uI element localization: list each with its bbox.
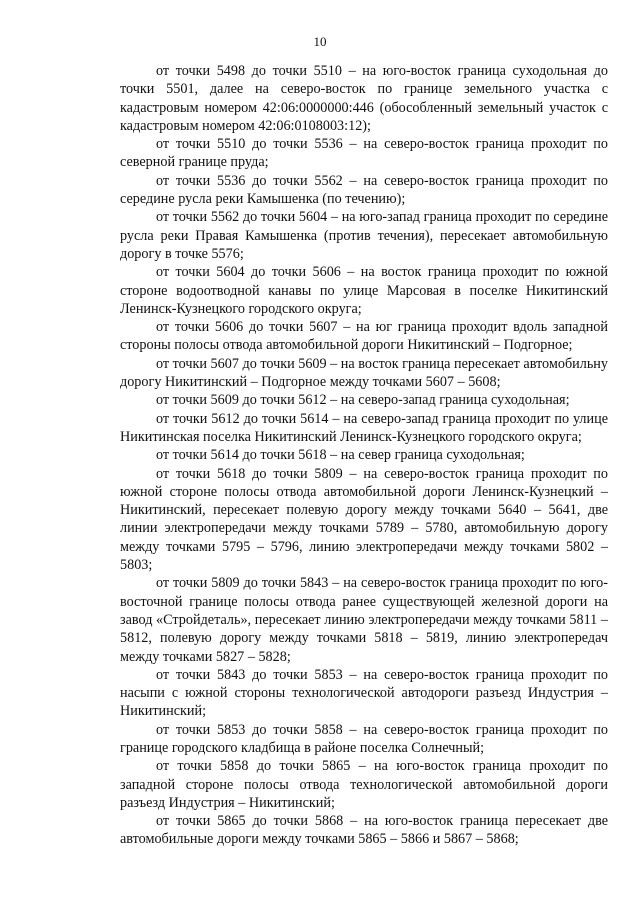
paragraph: от точки 5604 до точки 5606 – на восток граница проходит по южной стороне водоотводной канавы по улице Марсовая в поселке Никитинский Ленинск-Кузнецкого городского округа; — [120, 264, 608, 317]
paragraph: от точки 5809 до точки 5843 – на северо-восток граница проходит по юго-восточной границе полосы отвода ранее существующей железной дороги на завод «Стройдеталь», пересекает линию электропередачи между точками 5811 – 5812, полевую дорогу между точками 5818 – 5819, линию электропередач между точками 5827 – 5828; — [120, 575, 608, 665]
paragraph: от точки 5607 до точки 5609 – на восток граница пересекает автомобильну дорогу Никитинский – Подгорное между точками 5607 – 5608; — [120, 355, 608, 391]
paragraph: от точки 5606 до точки 5607 – на юг граница проходит вдоль западной стороны полосы отвода автомобильной дороги Никитинский – Подгорное; — [120, 319, 608, 354]
paragraph: от точки 5858 до точки 5865 – на юго-восток граница проходит по западной стороне полосы отвода технологической автомобильной дороги разъезд Индустрия – Никитинский; — [120, 758, 608, 811]
document-body — [120, 62, 608, 849]
paragraph: от точки 5865 до точки 5868 – на юго-восток граница пересекает две автомобильные дороги между точками 5865 – 5866 и 5867 – 5868; — [120, 813, 608, 848]
paragraph: от точки 5618 до точки 5809 – на северо-восток граница проходит по южной стороне полосы отвода автомобильной дороги Ленинск-Кузнецкий – Никитинский, пересекает полевую дорогу между точками 5640 – 5641, две линии электропередачи между точками 5789 – 5780, автомобильную дорогу между точками 5795 – 5796, линию электропередачи между точками 5802 – 5803; — [120, 465, 608, 574]
paragraph: от точки 5843 до точки 5853 – на северо-восток граница проходит по насыпи с южной стороны технологической автодороги разъезд Индустрия – Никитинский; — [120, 666, 608, 720]
paragraph: от точки 5562 до точки 5604 – на юго-запад граница проходит по середине русла реки Правая Камышенка (против течения), пересекает автомобильную дорогу в точке 5576; — [120, 209, 608, 262]
paragraph: от точки 5498 до точки 5510 – на юго-восток граница суходольная до точки 5501, далее на северо-восток по границе земельного участка с кадастровым номером 42:06:0000000:446 (обособленный земельный участок с кадастровым номером 42:06:0108003:12); — [120, 63, 608, 134]
paragraph: от точки 5510 до точки 5536 – на северо-восток граница проходит по северной границе пруда; — [120, 136, 608, 171]
paragraph: от точки 5609 до точки 5612 – на северо-запад граница суходольная; — [156, 392, 570, 409]
paragraph: от точки 5614 до точки 5618 – на север граница суходольная; — [156, 447, 525, 464]
paragraph: от точки 5612 до точки 5614 – на северо-запад граница проходит по улице Никитинская поселка Никитинский Ленинск-Кузнецкого городского округа; — [120, 410, 608, 445]
page-number: 10 — [313, 34, 327, 49]
paragraph: от точки 5853 до точки 5858 – на северо-восток граница проходит по границе городского кладбища в районе поселка Солнечный; — [120, 721, 608, 756]
paragraph: от точки 5536 до точки 5562 – на северо-восток граница проходит по середине русла реки Камышенка (по течению); — [120, 172, 608, 208]
